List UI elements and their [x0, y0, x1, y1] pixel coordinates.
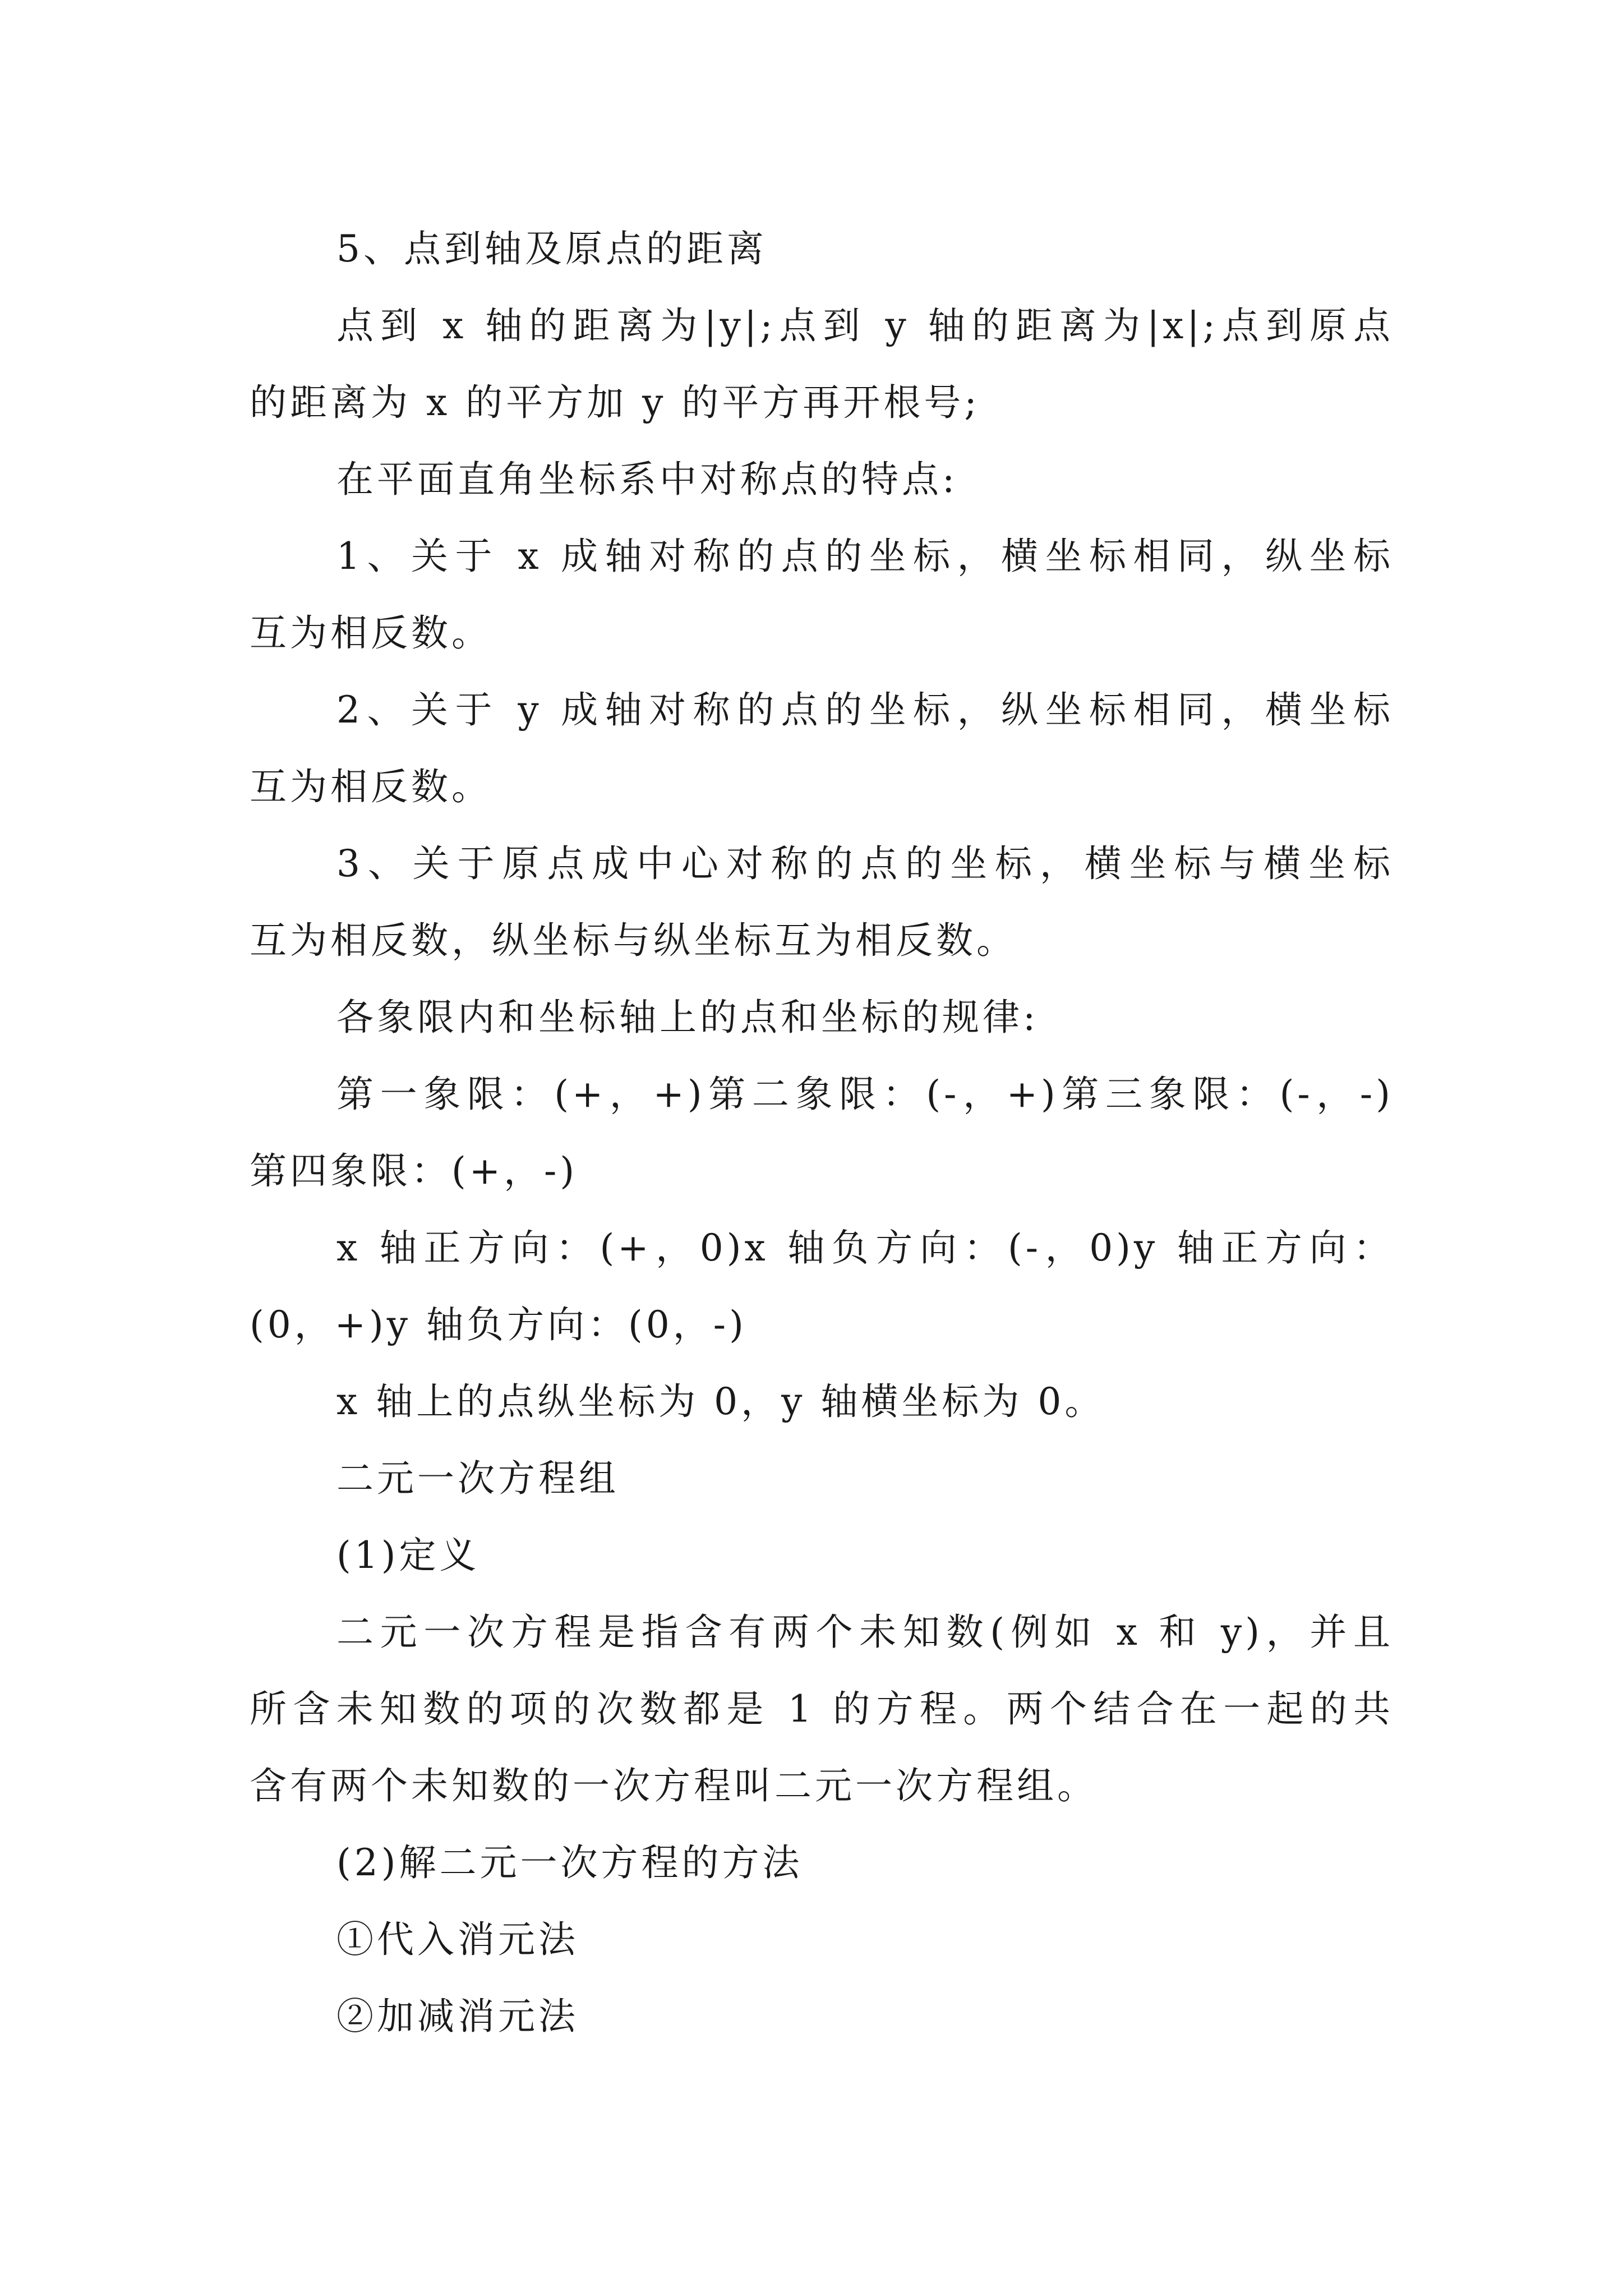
paragraph-line: 互为相反数，纵坐标与纵坐标互为相反数。 [250, 919, 1017, 962]
subheading-definition: (1)定义 [336, 1534, 480, 1577]
paragraph-line: 所含未知数的项的次数都是 1 的方程。两个结合在一起的共 [250, 1687, 1394, 1731]
subheading-solving-methods: (2)解二元一次方程的方法 [336, 1841, 803, 1884]
paragraph-line: 第四象限：(+，-) [250, 1149, 578, 1193]
list-item-substitution: ①代入消元法 [336, 1918, 579, 1961]
paragraph-line: 互为相反数。 [250, 611, 492, 655]
paragraph-line: 点到 x 轴的距离为|y|;点到 y 轴的距离为|x|;点到原点 [336, 304, 1394, 347]
section-heading-distance: 5、点到轴及原点的距离 [336, 227, 767, 270]
paragraph-line: x 轴正方向：(+，0)x 轴负方向：(-，0)y 轴正方向： [336, 1226, 1394, 1269]
paragraph-line: 第一象限：(+，+)第二象限：(-，+)第三象限：(-，-) [336, 1073, 1394, 1116]
section-heading-linear-system: 二元一次方程组 [336, 1457, 619, 1500]
paragraph-line: 二元一次方程是指含有两个未知数(例如 x 和 y)，并且 [336, 1611, 1394, 1654]
paragraph-line: 3、关于原点成中心对称的点的坐标，横坐标与横坐标 [336, 842, 1394, 885]
list-item-elimination: ②加减消元法 [336, 1995, 579, 2038]
paragraph-line: 互为相反数。 [250, 765, 492, 808]
paragraph-line: 含有两个未知数的一次方程叫二元一次方程组。 [250, 1764, 1098, 1807]
paragraph-line: (0，+)y 轴负方向：(0，-) [250, 1303, 747, 1346]
paragraph-line: 2、关于 y 成轴对称的点的坐标，纵坐标相同，横坐标 [336, 688, 1394, 731]
document-body [250, 210, 1394, 2055]
subheading-symmetry: 在平面直角坐标系中对称点的特点: [336, 458, 958, 501]
paragraph-line: x 轴上的点纵坐标为 0，y 轴横坐标为 0。 [336, 1380, 1105, 1423]
paragraph-line: 1、关于 x 成轴对称的点的坐标，横坐标相同，纵坐标 [336, 535, 1394, 578]
paragraph-line: 的距离为 x 的平方加 y 的平方再开根号; [250, 381, 980, 424]
subheading-quadrant-rules: 各象限内和坐标轴上的点和坐标的规律: [336, 996, 1039, 1039]
